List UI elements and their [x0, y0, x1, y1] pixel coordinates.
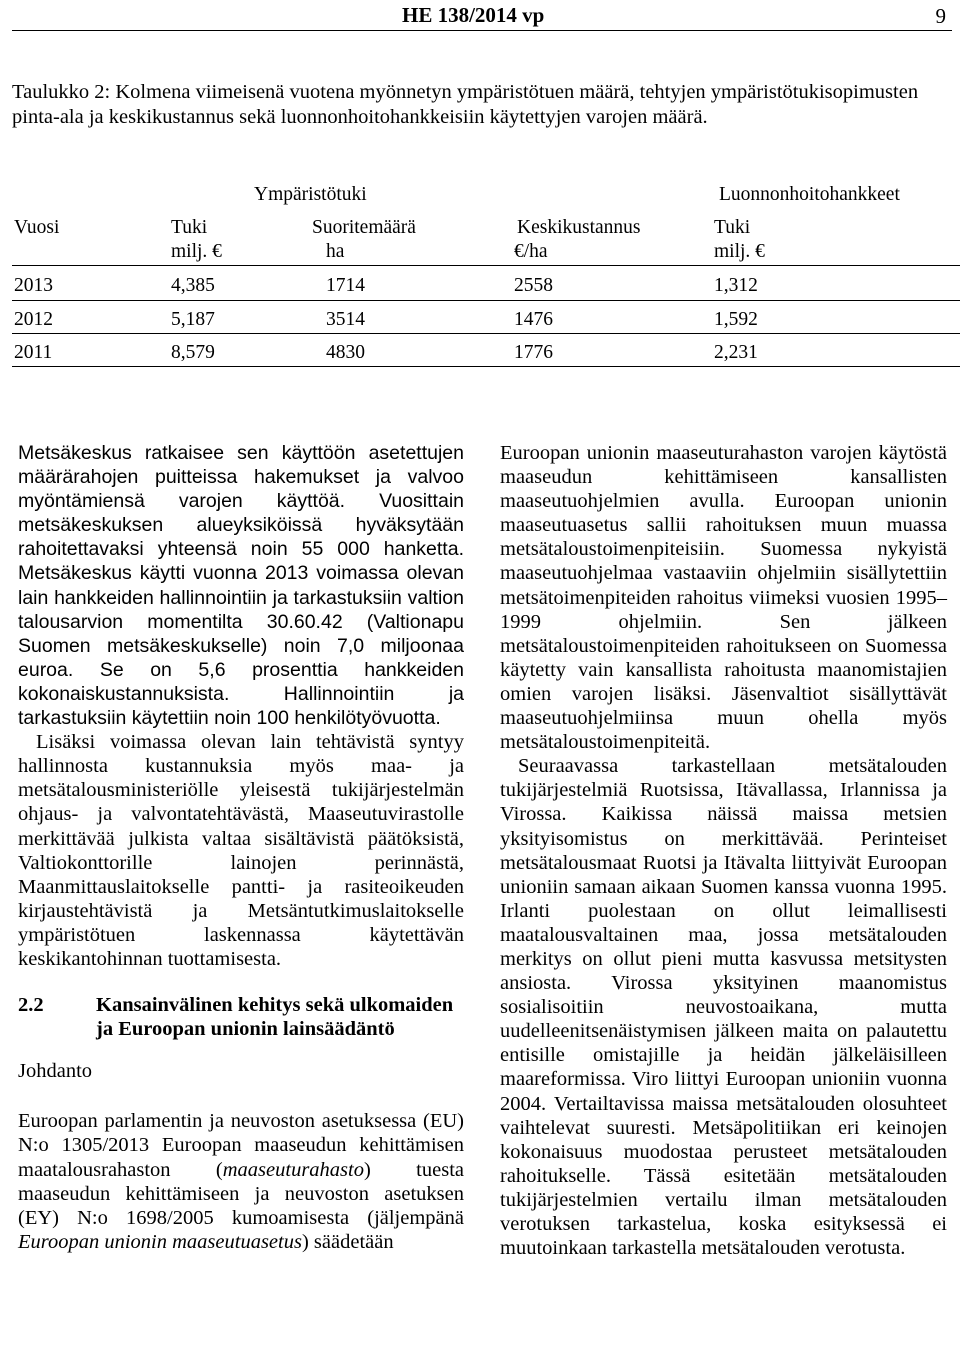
page-header	[12, 0, 952, 31]
cell-tuki: 8,579	[171, 342, 215, 363]
group-header-ymparistotuki: Ympäristötuki	[254, 184, 367, 205]
cell-year: 2011	[14, 342, 53, 363]
table-rule	[12, 300, 960, 301]
italic-term: Euroopan unionin maaseutuasetus	[18, 1230, 302, 1253]
section-heading	[18, 993, 464, 1041]
data-table	[12, 180, 960, 366]
paragraph: Euroopan unionin maaseuturahaston varojen käytöstä maaseudun kehittämiseen kansallisten maaseutuohjelmien avulla. Euroopan unionin maaseutuasetus sallii rahoituksen muun muassa metsätaloustoimenpiteisiin. Suomessa nykyistä maaseutuohjelmaa vastaaviin ohjelmiin sisällytettiin metsätoimenpiteiden rahoitus viimeksi vuosien 1995–1999 ohjelmiin. Sen jälkeen metsätaloustoimenpiteiden rahoitukseen on Suomessa käytetty vain kansallista rahoitusta maanomistajien omien varojen lisäksi. Jäsenvaltiot sisällyttävät maaseutuohjelmiinsa muun ohella myös metsätaloustoimenpiteitä.	[500, 442, 947, 754]
cell-lh-tuki: 2,231	[714, 342, 758, 363]
paragraph: Seuraavassa tarkastellaan metsätalouden tukijärjestelmiä Ruotsissa, Itävallassa, Irlannissa ja Virossa. Kaikissa näissä maissa metsien yksityisomistus on merkittävää. Perinteiset metsätalousmaat Ruotsi ja Itävalta liittyivät Euroopan unioniin samaan aikaan Suomen kanssa vuonna 1995. Irlanti puolestaan on ollut leimallisesti maatalousvaltainen maa, jossa metsätalouden merkitys on ollut pieni mutta kasvussa metsitysten ansiosta. Virossa yksityinen maanomistus sosialisoitiin neuvostoaikana, mutta uudelleenitsenäistymisen jälkeen maita on palautettu entisille omistajille ja heidän jälkeläisilleen maareformissa. Viro liittyi Euroopan unioniin vuonna 2004. Vertailtavissa maissa metsätalouden olosuhteet vaihtelevat suuresti. Metsäpolitiikan eri keinojen kokonaisuus muodostaa perusteet metsätalouden rahoitukselle. Tässä esitetään metsätalouden tukijärjestelmien vertailu ilman metsätalouden verotuksen tarkastelua, koska esityksessä ei muutoinkaan tarkastella metsätalouden verotusta.	[500, 755, 947, 1260]
page-number: 9	[935, 4, 946, 28]
table-rule	[12, 333, 960, 334]
cell-lh-tuki: 1,592	[714, 309, 758, 330]
paragraph-text: ) tuesta maaseudun kehittämiseen ja neuvoston asetuksen (EY) N:o 1698/2005 kumoamisesta (jäljempänä	[18, 1158, 464, 1229]
left-column	[18, 441, 464, 1254]
section-title: Kansainvälinen kehitys sekä ulkomaiden ja Euroopan unionin lainsäädäntö	[96, 994, 454, 1041]
col-header-keskikustannus: Keskikustannus	[517, 217, 641, 238]
paragraph	[18, 1109, 464, 1254]
cell-lh-tuki: 1,312	[714, 275, 758, 296]
group-header-luonnonhoito: Luonnonhoitohankkeet	[719, 184, 900, 205]
table-caption: Taulukko 2: Kolmena viimeisenä vuotena myönnetyn ympäristötuen määrä, tehtyjen ympäristötukisopimusten pinta-ala ja keskikustannus sekä luonnonhoitohankkeisiin käytettyjen varojen määrä.	[12, 81, 919, 128]
col-header-tuki: Tuki	[171, 217, 208, 238]
cell-tuki: 5,187	[171, 309, 215, 330]
italic-term: maaseuturahasto	[222, 1158, 364, 1181]
col-header-tuki-unit: milj. €	[171, 241, 222, 262]
cell-tuki: 4,385	[171, 275, 215, 296]
col-header-keskikustannus-unit: €/ha	[514, 241, 548, 262]
right-column	[500, 441, 947, 1260]
section-number: 2.2	[18, 994, 44, 1017]
col-header-suoritemaara-unit: ha	[326, 241, 345, 262]
col-header-lh-tuki-unit: milj. €	[714, 241, 765, 262]
col-header-vuosi: Vuosi	[14, 217, 60, 238]
cell-keskikustannus: 1476	[514, 309, 553, 330]
cell-keskikustannus: 1776	[514, 342, 553, 363]
cell-year: 2013	[14, 275, 53, 296]
paragraph: Metsäkeskus ratkaisee sen käyttöön asetettujen määrärahojen puitteissa hakemukset ja valvoo myöntämiensä varojen käyttöä. Vuosittain metsäkeskuksen alueyksiköissä hyväksytään rahoitettavaksi yhteensä noin 55 000 hanketta. Metsäkeskus käytti vuonna 2013 voimassa olevan lain hankkeiden hallinnointiin ja tarkastuksiin valtion talousarvion momentilta 30.60.42 (Valtionapu Suomen metsäkeskukselle) noin 7,0 miljoonaa euroa. Se on 5,6 prosenttia hankkeiden kokonaiskustannuksista. Hallinnointiin ja tarkastuksiin käytettiin noin 100 henkilötyövuotta.	[18, 442, 464, 730]
cell-suoritemaara: 1714	[326, 275, 365, 296]
table-rule	[12, 265, 960, 266]
col-header-suoritemaara: Suoritemäärä	[312, 217, 416, 238]
cell-suoritemaara: 3514	[326, 309, 365, 330]
cell-suoritemaara: 4830	[326, 342, 365, 363]
paragraph-text: Euroopan parlamentin ja neuvoston asetuksessa (EU) N:o 1305/2013 Euroopan maaseudun kehittämisen maatalousrahaston (	[18, 1110, 464, 1181]
subheading: Johdanto	[18, 1060, 93, 1083]
cell-keskikustannus: 2558	[514, 275, 553, 296]
table-rule	[12, 366, 960, 367]
cell-year: 2012	[14, 309, 53, 330]
paragraph: Lisäksi voimassa olevan lain tehtävistä syntyy hallinnosta kustannuksia myös maa- ja metsätalousministeriölle yleisestä tukijärjestelmän ohjaus- ja valvontatehtävästä, Maaseutuvirastolle merkittävää julkista valtaa sisältävistä päätöksistä, Valtiokonttorille lainojen perinnästä, Maanmittauslaitokselle pantti- ja rasiteoikeuden kirjaustehtävistä ja Metsäntutkimuslaitokselle ympäristötuen laskennassa käytettävän keskikantohinnan tuottamisesta.	[18, 731, 464, 970]
document-id: HE 138/2014 vp	[402, 3, 545, 27]
paragraph-text: ) säädetään	[301, 1230, 394, 1253]
col-header-lh-tuki: Tuki	[714, 217, 751, 238]
